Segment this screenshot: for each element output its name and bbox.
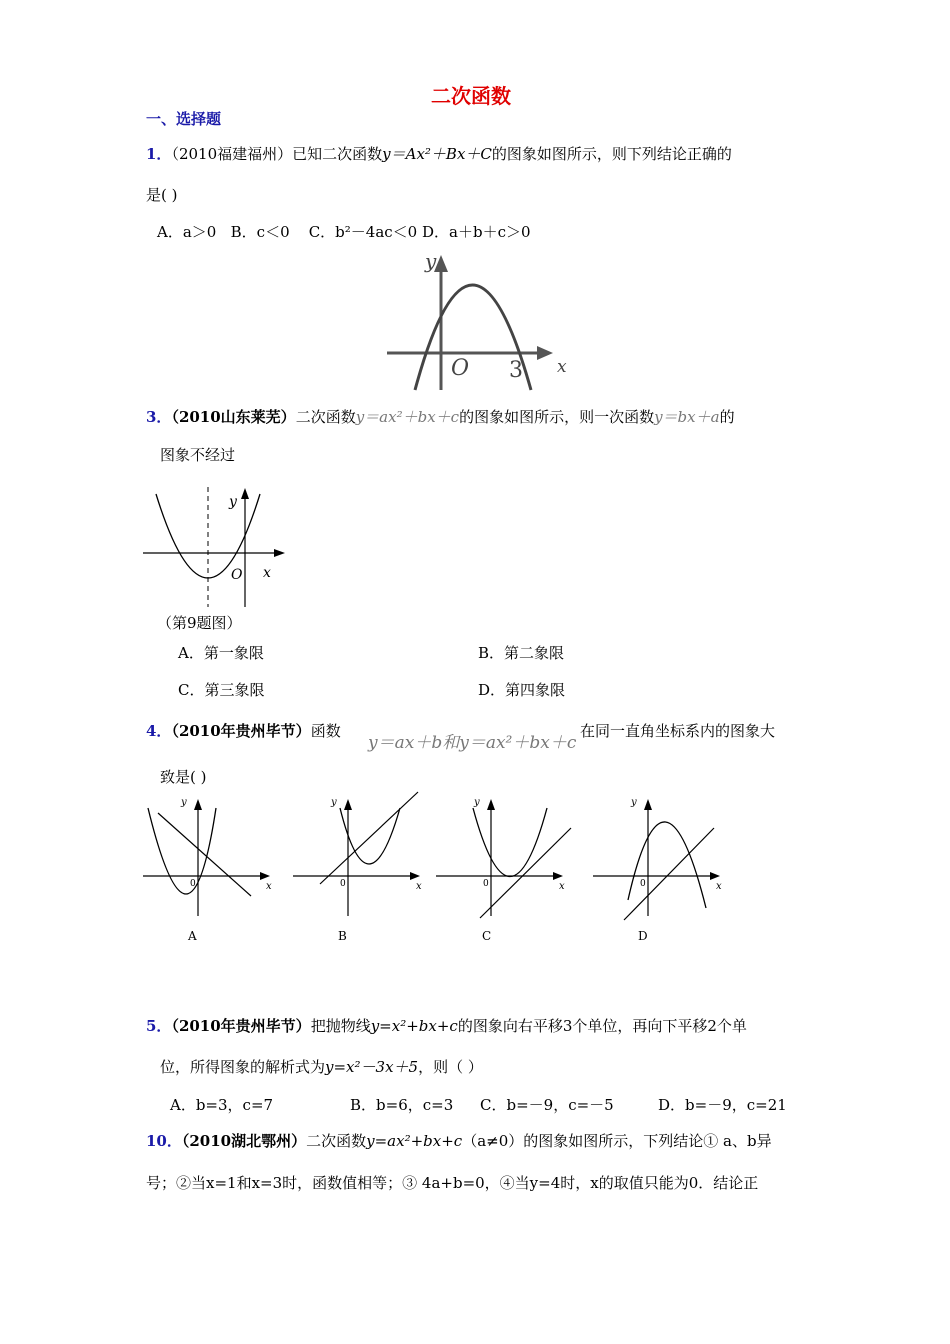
option-a: A．第一象限 <box>178 644 264 662</box>
question-3-caption: （第9题图） <box>157 614 242 632</box>
y-axis-label: y <box>229 494 237 510</box>
graph-d <box>590 790 735 950</box>
x-axis-label: x <box>716 881 722 892</box>
x-axis-label: x <box>266 881 272 892</box>
question-10-source: （2010湖北鄂州） <box>181 1132 307 1150</box>
graph-label: A <box>188 929 197 943</box>
question-5-source: （2010年贵州毕节） <box>171 1017 311 1035</box>
origin-label: 0 <box>190 879 196 889</box>
question-3-line2: 图象不经过 <box>160 446 236 464</box>
option-c: C．b=－9，c=－5 <box>480 1096 614 1114</box>
question-10-formula: y=ax²+bx+c <box>366 1132 463 1150</box>
question-3-formula2: y＝bx＋a <box>654 408 720 426</box>
question-3-formula1: y＝ax²＋bx＋c <box>355 408 460 426</box>
x-axis-label: x <box>557 357 567 377</box>
option-d: D．第四象限 <box>478 681 566 699</box>
question-3-graph <box>143 482 293 612</box>
question-4-source: （2010年贵州毕节） <box>171 722 311 740</box>
question-4-line2: 致是( ) <box>160 768 207 786</box>
question-5-formula: y=x²+bx+c <box>370 1017 458 1035</box>
y-axis-label: y <box>474 797 480 808</box>
x-axis-label: x <box>263 565 271 581</box>
question-4-number: 4． <box>146 722 172 740</box>
origin-label: O <box>451 356 470 381</box>
question-5-line1: 5．（2010年贵州毕节）把抛物线y=x²+bx+c的图象向右平移3个单位，再向下平移2个单 <box>146 1017 747 1035</box>
option-a: A．b=3，c=7 <box>170 1096 274 1114</box>
root-label: 3 <box>509 358 523 383</box>
question-4-text-post: 在同一直角坐标系内的图象大 <box>580 722 776 740</box>
x-axis-label: x <box>416 881 422 892</box>
graph-a <box>140 790 285 950</box>
question-3-number: 3． <box>146 408 172 426</box>
question-1-formula: y＝Ax²＋Bx＋C <box>382 145 492 163</box>
y-axis-label: y <box>331 797 337 808</box>
page-title: 二次函数 <box>431 84 511 108</box>
question-1-options <box>157 221 531 242</box>
graph-label: C <box>482 929 492 943</box>
question-1-line1: 1．（2010福建福州）已知二次函数y＝Ax²＋Bx＋C的图象如图所示，则下列结论正确的 <box>146 145 732 163</box>
question-10-line1: 10．（2010湖北鄂州）二次函数y=ax²+bx+c（a≠0）的图象如图所示，下列结论① a、b异 <box>146 1132 772 1150</box>
question-5-result-formula: y=x²－3x＋5 <box>325 1058 419 1076</box>
question-3-line1: 3．（2010山东莱芜）二次函数y＝ax²＋bx＋c的图象如图所示，则一次函数y＝bx＋a的 <box>146 408 735 426</box>
graph-label: D <box>638 929 648 943</box>
question-4-line1: 4．（2010年贵州毕节）函数 <box>146 722 341 740</box>
question-1-source: （2010福建福州） <box>171 145 293 163</box>
origin-label: 0 <box>640 879 646 889</box>
option-b: B．第二象限 <box>478 644 565 662</box>
y-axis-label: y <box>181 797 187 808</box>
question-5-line2: 位，所得图象的解析式为y=x²－3x＋5，则（ ） <box>160 1058 483 1076</box>
graph-c <box>433 790 578 950</box>
question-1-line2: 是( ) <box>146 186 178 204</box>
question-10-number: 10． <box>146 1132 182 1150</box>
option-c: C．第三象限 <box>178 681 265 699</box>
origin-label: O <box>231 567 243 583</box>
graph-b <box>290 790 435 950</box>
question-5-number: 5． <box>146 1017 172 1035</box>
y-axis-label: y <box>425 249 437 273</box>
section-heading: 一、选择题 <box>146 110 222 128</box>
origin-label: 0 <box>483 879 489 889</box>
y-axis-label: y <box>631 797 637 808</box>
option-a: A．a＞0 <box>157 223 217 241</box>
option-c: C．b²－4ac＜0 <box>308 223 418 241</box>
question-4-formula: y＝ax＋b和y＝ax²＋bx＋c <box>368 733 577 753</box>
question-1-graph <box>385 250 575 395</box>
origin-label: 0 <box>340 879 346 889</box>
question-10-line2: 号；②当x=1和x=3时，函数值相等；③ 4a+b=0，④当y=4时，x的取值只能为0．结论正 <box>146 1174 759 1192</box>
question-3-source: （2010山东莱芜） <box>171 408 296 426</box>
graph-label: B <box>338 929 347 943</box>
option-b: B．c＜0 <box>230 223 290 241</box>
option-d: D．a＋b＋c＞0 <box>422 223 531 241</box>
option-d: D．b=－9，c=21 <box>658 1096 787 1114</box>
x-axis-label: x <box>559 881 565 892</box>
question-1-number: 1． <box>146 145 172 163</box>
option-b: B．b=6，c=3 <box>350 1096 454 1114</box>
